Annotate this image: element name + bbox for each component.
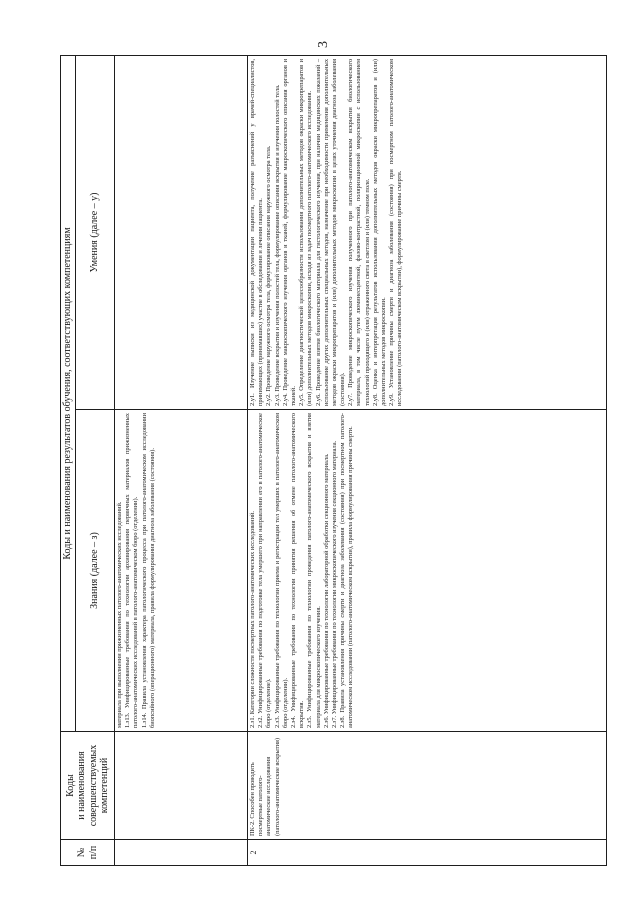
- header-skills: Умения (далее – у): [76, 55, 115, 409]
- competence-cell: [115, 732, 248, 840]
- header-number: [61, 840, 115, 866]
- header-results-group: Коды и наименования результатов обучения, соответствующих компетенциям: [61, 55, 76, 731]
- knowledge-item: 1.з13. Унифицированные требования по технологии архивирования первичных материалов прижизненных патолого-анатомических исследований в патолого-анатомическом бюро (отделении).: [124, 413, 140, 728]
- knowledge-item: 2.з8. Правила установления причины смерти и диагноза заболевания (состояния) при посмертном патолого-анатомическом исследовании (патолого-анатомическом вскрытии), правила формулирования причины смерти.: [339, 413, 355, 728]
- knowledge-item: материала при выполнении прижизненных патолого-анатомических исследований.: [116, 501, 123, 728]
- table-row: [115, 55, 248, 865]
- skills-cell: [248, 55, 607, 409]
- knowledge-item: 2.з6. Унифицированные требования по технологии лабораторной обработки секционного материала.: [322, 453, 330, 728]
- knowledge-item: 2.з7. Унифицированные требования по технологии микроскопического изучения секционного материала.: [330, 440, 338, 728]
- knowledge-item: 1.з14. Правила установления характера патологического процесса при патолого-анатомическом исследовании биопсийного (операционного) материала, правила формулирования диагноза заболевания (состояния).: [140, 413, 156, 728]
- skill-item: 2.у7. Проведение микроскопического изучения полученного при патолого-анатомическом вскрытии биологического материала, в том числе путем люминесцентной, фазово-контрастной, поляризационной микроскопии с использованием технологий проходящего и (или) отраженного света в светлом и (или) темном поле.: [347, 58, 371, 406]
- knowledge-item: 2.з5. Унифицированные требования по технологии проведения патолого-анатомического вскрытия и взятия материала для микроскопического изучения.: [306, 413, 322, 728]
- skill-item: 2.у8. Оценка и интерпретация результатов использования дополнительных методов окраски микропрепаратов и (или) дополнительных методов микроскопии.: [371, 58, 387, 406]
- skills-cell: [115, 55, 248, 409]
- header-competence-codes-text: Коды и наименования совершенствуемых компетенций: [64, 744, 110, 827]
- page-number: 3: [316, 41, 331, 48]
- knowledge-item: 2.з2. Унифицированные требования по подготовке тела умершего при направлении его в патолого-анатомическое бюро (отделение).: [257, 413, 273, 728]
- skill-item: 2.у6. Проведение взятия биологического материала для гистологического изучения, при наличии медицинских показаний – использование других дополнительных специальных методов, назначение при необходимости применения дополнительных методов окраски микропрепаратов и (или) дополнительных методов микроскопии в целях уточнения диагноза заболевания (состояния).: [314, 58, 347, 406]
- row-number: [115, 840, 248, 866]
- row-number: 2: [248, 840, 607, 866]
- header-competence-codes: [61, 732, 115, 840]
- knowledge-item: 2.з1. Категории сложности посмертных патолого-анатомических исследований.: [249, 510, 256, 728]
- skill-item: 2.у5. Определение диагностической целесообразности использования дополнительных методов окраски микропрепаратов и (или) дополнительных методов микроскопии, исходя из задач посмертного патолого-анатомического исследования.: [298, 58, 314, 406]
- header-knowledge: Знания (далее – з): [76, 410, 115, 732]
- skill-item: 2.у3. Проведение вскрытия и изучения полостей тела, формулирование описания вскрытия и изучения полостей тела.: [273, 84, 281, 406]
- knowledge-cell: [248, 410, 607, 732]
- skill-item: 2.у9. Установление причины смерти и диагноза заболевания (состояния) при посмертном патолого-анатомическом исследовании (патолого-анатомическом вскрытии), формулирование причины смерти.: [388, 58, 404, 406]
- header-number-text: № п/п: [76, 845, 99, 860]
- knowledge-cell: [115, 410, 248, 732]
- competence-cell: ПК-2. Способен проводить посмертные патолого-анатомические исследования (патолого-анатомические вскрытия): [248, 732, 607, 840]
- header-row: [61, 55, 76, 865]
- skill-item: 2.у4. Проведение макроскопического изучения органов и тканей, формулирование макроскопического описания органов и тканей.: [281, 58, 297, 406]
- knowledge-item: 2.з4. Унифицированные требования по технологии принятия решения об отмене патолого-анатомического вскрытия.: [289, 413, 306, 728]
- table-row: [248, 55, 607, 865]
- knowledge-item: 2.з3. Унифицированные требования по технологии приема и регистрации тел умерших в патолого-анатомическом бюро (отделении).: [273, 413, 289, 728]
- skill-item: 2.у2. Проведение наружного осмотра тела, формулирование описания наружного осмотра тела.: [265, 145, 273, 406]
- skill-item: 2.у1. Изучение выписки из медицинской документации пациента, получение разъяснений у врачей-специалистов, принимающих (принимавших) участие в обследовании и лечении пациента.: [249, 58, 265, 406]
- competence-table: [60, 55, 607, 866]
